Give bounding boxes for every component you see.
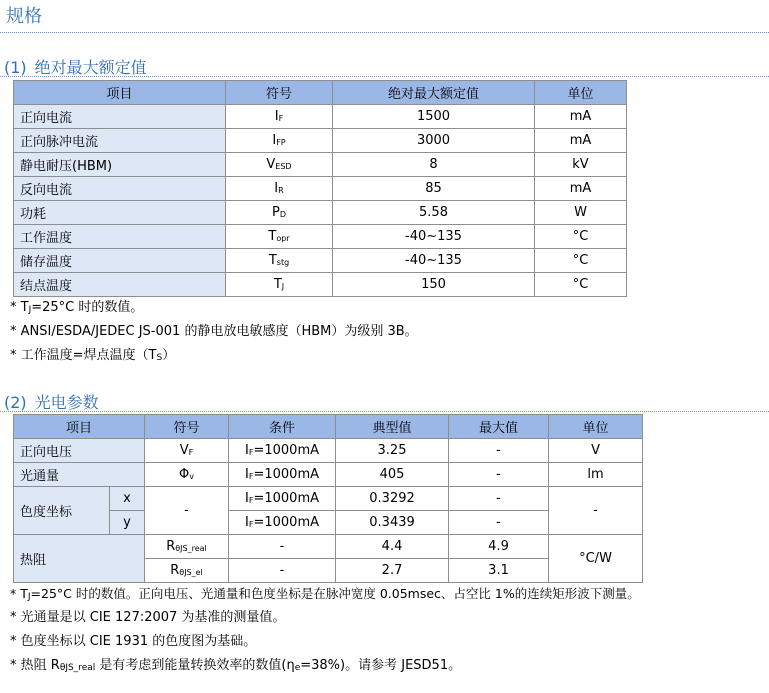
optical-electrical-table xyxy=(13,414,643,583)
col-header-unit: 单位 xyxy=(549,415,643,439)
symbol-cell: Tstg xyxy=(226,249,333,273)
section1-notes xyxy=(10,298,418,370)
symbol-cell: RθJS_real xyxy=(145,535,229,559)
section1-divider xyxy=(0,76,769,77)
table-header-row xyxy=(14,415,643,439)
title-divider xyxy=(0,32,769,33)
note: * 热阻 RθJS_real 是有考虑到能量转换效率的数值(ηe=38%)。请参考 JESD51。 xyxy=(10,658,462,673)
page-title: 规格 xyxy=(6,6,42,27)
section2-title: 光电参数 xyxy=(34,393,99,412)
value-cell: -40~135 xyxy=(333,225,535,249)
table-row xyxy=(14,177,627,201)
col-header-item: 项目 xyxy=(14,415,145,439)
typical-cell: 0.3292 xyxy=(336,487,449,511)
col-header-condition: 条件 xyxy=(229,415,336,439)
table-row xyxy=(14,487,643,511)
section1-title: 绝对最大额定值 xyxy=(34,58,147,77)
item-cell: 静电耐压(HBM) xyxy=(14,153,226,177)
unit-cell: °C xyxy=(535,249,627,273)
max-cell: 4.9 xyxy=(449,535,549,559)
value-cell: 1500 xyxy=(333,105,535,129)
note: * 色度坐标以 CIE 1931 的色度图为基础。 xyxy=(10,634,257,649)
condition-cell: IF=1000mA xyxy=(229,439,336,463)
max-cell: - xyxy=(449,463,549,487)
value-cell: 3000 xyxy=(333,129,535,153)
table-row xyxy=(14,463,643,487)
item-cell: 光通量 xyxy=(14,463,145,487)
unit-cell: mA xyxy=(535,177,627,201)
condition-cell: IF=1000mA xyxy=(229,463,336,487)
item-cell: 正向脉冲电流 xyxy=(14,129,226,153)
table-row xyxy=(14,105,627,129)
symbol-cell: PD xyxy=(226,201,333,225)
symbol-cell: VESD xyxy=(226,153,333,177)
max-cell: - xyxy=(449,439,549,463)
value-cell: 85 xyxy=(333,177,535,201)
condition-cell: - xyxy=(229,559,336,583)
unit-cell: V xyxy=(549,439,643,463)
typical-cell: 0.3439 xyxy=(336,511,449,535)
note: * TJ=25°C 时的数值。正向电压、光通量和色度坐标是在脉冲宽度 0.05msec、占空比 1%的连续矩形波下测量。 xyxy=(10,586,640,602)
unit-cell: W xyxy=(535,201,627,225)
note: * 工作温度=焊点温度（TS） xyxy=(10,348,176,363)
item-cell: 工作温度 xyxy=(14,225,226,249)
max-cell: 3.1 xyxy=(449,559,549,583)
symbol-cell: Topr xyxy=(226,225,333,249)
col-header-symbol: 符号 xyxy=(145,415,229,439)
col-header-symbol: 符号 xyxy=(226,81,333,105)
col-header-rating: 绝对最大额定值 xyxy=(333,81,535,105)
col-header-typical: 典型值 xyxy=(336,415,449,439)
note: * ANSI/ESDA/JEDEC JS-001 的静电放电敏感度（HBM）为级别 3B。 xyxy=(10,324,418,339)
unit-cell: °C xyxy=(535,225,627,249)
table-header-row xyxy=(14,81,627,105)
section2-divider xyxy=(0,411,769,412)
unit-cell: - xyxy=(549,487,643,535)
value-cell: -40~135 xyxy=(333,249,535,273)
condition-cell: - xyxy=(229,535,336,559)
table-row xyxy=(14,439,643,463)
value-cell: 5.58 xyxy=(333,201,535,225)
section1-heading xyxy=(4,55,147,78)
absolute-max-ratings-table xyxy=(13,80,627,297)
table-row xyxy=(14,153,627,177)
item-cell: 正向电流 xyxy=(14,105,226,129)
note: * 光通量是以 CIE 127:2007 为基准的测量值。 xyxy=(10,610,286,625)
col-header-max: 最大值 xyxy=(449,415,549,439)
table-row xyxy=(14,249,627,273)
value-cell: 8 xyxy=(333,153,535,177)
unit-cell: mA xyxy=(535,129,627,153)
item-cell: 结点温度 xyxy=(14,273,226,297)
section2-notes xyxy=(10,584,640,680)
unit-cell: °C xyxy=(535,273,627,297)
section2-number: (2) xyxy=(4,393,27,412)
coord-label-cell: x xyxy=(110,487,145,511)
condition-cell: IF=1000mA xyxy=(229,487,336,511)
item-cell: 热阻 xyxy=(14,535,145,583)
symbol-cell: IR xyxy=(226,177,333,201)
col-header-item: 项目 xyxy=(14,81,226,105)
symbol-cell: Φv xyxy=(145,463,229,487)
section2-heading xyxy=(4,390,99,413)
table-row xyxy=(14,225,627,249)
table-row xyxy=(14,273,627,297)
unit-cell: kV xyxy=(535,153,627,177)
typical-cell: 405 xyxy=(336,463,449,487)
typical-cell: 2.7 xyxy=(336,559,449,583)
coord-label-cell: y xyxy=(110,511,145,535)
section1-number: (1) xyxy=(4,58,27,77)
item-cell: 反向电流 xyxy=(14,177,226,201)
typical-cell: 4.4 xyxy=(336,535,449,559)
table-row xyxy=(14,129,627,153)
value-cell: 150 xyxy=(333,273,535,297)
symbol-cell: IFP xyxy=(226,129,333,153)
max-cell: - xyxy=(449,487,549,511)
unit-cell: °C/W xyxy=(549,535,643,583)
table-row xyxy=(14,535,643,559)
symbol-cell: VF xyxy=(145,439,229,463)
table-row xyxy=(14,201,627,225)
col-header-unit: 单位 xyxy=(535,81,627,105)
symbol-cell: TJ xyxy=(226,273,333,297)
symbol-cell: IF xyxy=(226,105,333,129)
unit-cell: lm xyxy=(549,463,643,487)
item-cell: 功耗 xyxy=(14,201,226,225)
item-cell: 储存温度 xyxy=(14,249,226,273)
unit-cell: mA xyxy=(535,105,627,129)
symbol-cell: RθJS_el xyxy=(145,559,229,583)
item-cell: 色度坐标 xyxy=(14,487,110,535)
item-cell: 正向电压 xyxy=(14,439,145,463)
max-cell: - xyxy=(449,511,549,535)
note: * TJ=25°C 时的数值。 xyxy=(10,300,144,315)
symbol-cell: - xyxy=(145,487,229,535)
condition-cell: IF=1000mA xyxy=(229,511,336,535)
typical-cell: 3.25 xyxy=(336,439,449,463)
